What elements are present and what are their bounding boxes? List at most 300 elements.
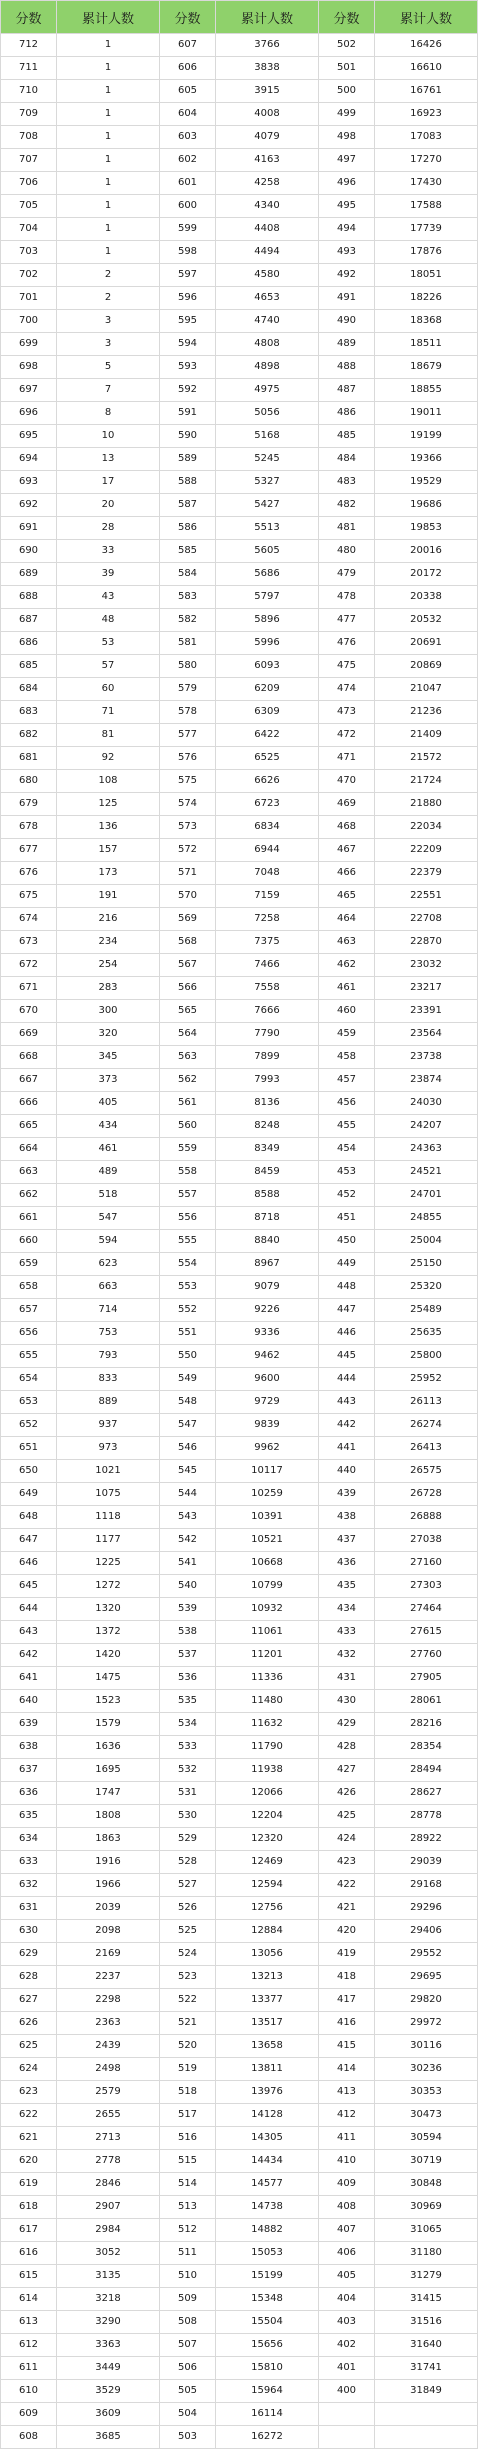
cumulative-count-cell: 4008: [216, 103, 319, 126]
score-cell: 659: [1, 1253, 57, 1276]
score-cell: 606: [160, 57, 216, 80]
score-cell: 546: [160, 1437, 216, 1460]
cumulative-count-cell: 17430: [375, 172, 478, 195]
score-cell: 707: [1, 149, 57, 172]
cumulative-count-cell: 157: [57, 839, 160, 862]
score-cell: 600: [160, 195, 216, 218]
cumulative-count-cell: 518: [57, 1184, 160, 1207]
cumulative-count-cell: 11480: [216, 1690, 319, 1713]
score-cell: 690: [1, 540, 57, 563]
cumulative-count-cell: 13377: [216, 1989, 319, 2012]
cumulative-count-cell: 15964: [216, 2380, 319, 2403]
cumulative-count-cell: 30848: [375, 2173, 478, 2196]
score-cell: 471: [319, 747, 375, 770]
table-row: [1, 1667, 478, 1690]
cumulative-count-cell: 4079: [216, 126, 319, 149]
score-cell: 407: [319, 2219, 375, 2242]
table-row: [1, 2288, 478, 2311]
cumulative-count-cell: 4494: [216, 241, 319, 264]
cumulative-count-cell: 216: [57, 908, 160, 931]
table-row: [1, 977, 478, 1000]
table-row: [1, 1161, 478, 1184]
cumulative-count-cell: 300: [57, 1000, 160, 1023]
table-row: [1, 724, 478, 747]
score-cell: 481: [319, 517, 375, 540]
score-cell: 423: [319, 1851, 375, 1874]
table-row: [1, 1644, 478, 1667]
table-row: [1, 126, 478, 149]
cumulative-count-cell: 4580: [216, 264, 319, 287]
score-cell: 612: [1, 2334, 57, 2357]
score-cell: 429: [319, 1713, 375, 1736]
cumulative-count-cell: 14577: [216, 2173, 319, 2196]
table-row: [1, 1989, 478, 2012]
score-cell: 624: [1, 2058, 57, 2081]
score-cell: 694: [1, 448, 57, 471]
cumulative-count-cell: 1523: [57, 1690, 160, 1713]
cumulative-count-cell: 30719: [375, 2150, 478, 2173]
cumulative-count-cell: 8136: [216, 1092, 319, 1115]
score-cell: 668: [1, 1046, 57, 1069]
table-row: [1, 701, 478, 724]
cumulative-count-cell: 5: [57, 356, 160, 379]
score-cell: 404: [319, 2288, 375, 2311]
header-cumulative-1: 累计人数: [57, 1, 160, 34]
cumulative-count-cell: 594: [57, 1230, 160, 1253]
cumulative-count-cell: 547: [57, 1207, 160, 1230]
cumulative-count-cell: 14434: [216, 2150, 319, 2173]
score-cell: 449: [319, 1253, 375, 1276]
cumulative-count-cell: 13976: [216, 2081, 319, 2104]
cumulative-count-cell: 5427: [216, 494, 319, 517]
score-cell: 514: [160, 2173, 216, 2196]
table-row: [1, 402, 478, 425]
score-cell: 626: [1, 2012, 57, 2035]
table-row: [1, 1943, 478, 1966]
score-cell: 539: [160, 1598, 216, 1621]
cumulative-count-cell: 4408: [216, 218, 319, 241]
score-cell: 508: [160, 2311, 216, 2334]
score-cell: 540: [160, 1575, 216, 1598]
cumulative-count-cell: 17876: [375, 241, 478, 264]
score-cell: 585: [160, 540, 216, 563]
score-cell: 701: [1, 287, 57, 310]
score-cell: 405: [319, 2265, 375, 2288]
cumulative-count-cell: 1747: [57, 1782, 160, 1805]
cumulative-count-cell: 3838: [216, 57, 319, 80]
empty-cell: [319, 2426, 375, 2449]
cumulative-count-cell: 15504: [216, 2311, 319, 2334]
score-cell: 625: [1, 2035, 57, 2058]
cumulative-count-cell: 5513: [216, 517, 319, 540]
table-row: [1, 218, 478, 241]
score-cell: 613: [1, 2311, 57, 2334]
score-cell: 661: [1, 1207, 57, 1230]
cumulative-count-cell: 28: [57, 517, 160, 540]
cumulative-count-cell: 48: [57, 609, 160, 632]
score-cell: 558: [160, 1161, 216, 1184]
cumulative-count-cell: 17: [57, 471, 160, 494]
score-cell: 643: [1, 1621, 57, 1644]
cumulative-count-cell: 7899: [216, 1046, 319, 1069]
score-cell: 697: [1, 379, 57, 402]
score-cell: 596: [160, 287, 216, 310]
cumulative-count-cell: 8967: [216, 1253, 319, 1276]
score-cell: 639: [1, 1713, 57, 1736]
score-cell: 605: [160, 80, 216, 103]
cumulative-count-cell: 24701: [375, 1184, 478, 1207]
cumulative-count-cell: 19529: [375, 471, 478, 494]
score-cell: 452: [319, 1184, 375, 1207]
score-cell: 501: [319, 57, 375, 80]
score-cell: 525: [160, 1920, 216, 1943]
score-cell: 543: [160, 1506, 216, 1529]
score-cell: 671: [1, 977, 57, 1000]
score-cell: 689: [1, 563, 57, 586]
score-cell: 466: [319, 862, 375, 885]
score-cell: 641: [1, 1667, 57, 1690]
table-row: [1, 2150, 478, 2173]
score-cell: 656: [1, 1322, 57, 1345]
cumulative-count-cell: 1372: [57, 1621, 160, 1644]
cumulative-count-cell: 1: [57, 195, 160, 218]
cumulative-count-cell: 29296: [375, 1897, 478, 1920]
cumulative-count-cell: 11201: [216, 1644, 319, 1667]
cumulative-count-cell: 1177: [57, 1529, 160, 1552]
table-row: [1, 1782, 478, 1805]
score-cell: 489: [319, 333, 375, 356]
score-cell: 470: [319, 770, 375, 793]
score-cell: 427: [319, 1759, 375, 1782]
score-cell: 469: [319, 793, 375, 816]
cumulative-count-cell: 21572: [375, 747, 478, 770]
score-cell: 675: [1, 885, 57, 908]
score-cell: 418: [319, 1966, 375, 1989]
cumulative-count-cell: 13517: [216, 2012, 319, 2035]
score-cell: 667: [1, 1069, 57, 1092]
score-cell: 517: [160, 2104, 216, 2127]
score-cell: 581: [160, 632, 216, 655]
score-cell: 528: [160, 1851, 216, 1874]
cumulative-count-cell: 9226: [216, 1299, 319, 1322]
cumulative-count-cell: 10668: [216, 1552, 319, 1575]
cumulative-count-cell: 21880: [375, 793, 478, 816]
cumulative-count-cell: 3685: [57, 2426, 160, 2449]
score-cell: 602: [160, 149, 216, 172]
table-row: [1, 195, 478, 218]
score-cell: 422: [319, 1874, 375, 1897]
score-cell: 463: [319, 931, 375, 954]
score-cell: 598: [160, 241, 216, 264]
score-cell: 542: [160, 1529, 216, 1552]
cumulative-count-cell: 2984: [57, 2219, 160, 2242]
score-cell: 548: [160, 1391, 216, 1414]
cumulative-count-cell: 27905: [375, 1667, 478, 1690]
score-cell: 554: [160, 1253, 216, 1276]
cumulative-count-cell: 1: [57, 80, 160, 103]
score-cell: 518: [160, 2081, 216, 2104]
score-cell: 515: [160, 2150, 216, 2173]
cumulative-count-cell: 26113: [375, 1391, 478, 1414]
score-cell: 496: [319, 172, 375, 195]
table-body: [1, 34, 478, 2449]
score-cell: 532: [160, 1759, 216, 1782]
table-row: [1, 2357, 478, 2380]
score-cell: 465: [319, 885, 375, 908]
cumulative-count-cell: 24521: [375, 1161, 478, 1184]
score-cell: 635: [1, 1805, 57, 1828]
cumulative-count-cell: 5056: [216, 402, 319, 425]
score-cell: 601: [160, 172, 216, 195]
score-cell: 685: [1, 655, 57, 678]
table-row: [1, 931, 478, 954]
cumulative-count-cell: 30116: [375, 2035, 478, 2058]
score-cell: 666: [1, 1092, 57, 1115]
score-cell: 534: [160, 1713, 216, 1736]
score-cell: 627: [1, 1989, 57, 2012]
cumulative-count-cell: 973: [57, 1437, 160, 1460]
score-cell: 654: [1, 1368, 57, 1391]
table-row: [1, 1529, 478, 1552]
score-cell: 642: [1, 1644, 57, 1667]
cumulative-count-cell: 60: [57, 678, 160, 701]
cumulative-count-cell: 1: [57, 172, 160, 195]
cumulative-count-cell: 13658: [216, 2035, 319, 2058]
table-row: [1, 770, 478, 793]
cumulative-count-cell: 2039: [57, 1897, 160, 1920]
cumulative-count-cell: 23217: [375, 977, 478, 1000]
score-cell: 426: [319, 1782, 375, 1805]
cumulative-count-cell: 22209: [375, 839, 478, 862]
score-cell: 710: [1, 80, 57, 103]
score-cell: 587: [160, 494, 216, 517]
cumulative-count-cell: 8718: [216, 1207, 319, 1230]
cumulative-count-cell: 1966: [57, 1874, 160, 1897]
cumulative-count-cell: 4740: [216, 310, 319, 333]
score-cell: 695: [1, 425, 57, 448]
score-cell: 491: [319, 287, 375, 310]
score-cell: 684: [1, 678, 57, 701]
score-cell: 403: [319, 2311, 375, 2334]
score-cell: 699: [1, 333, 57, 356]
cumulative-count-cell: 283: [57, 977, 160, 1000]
score-cell: 520: [160, 2035, 216, 2058]
cumulative-count-cell: 31516: [375, 2311, 478, 2334]
score-cell: 705: [1, 195, 57, 218]
cumulative-count-cell: 16114: [216, 2403, 319, 2426]
cumulative-count-cell: 1579: [57, 1713, 160, 1736]
score-cell: 432: [319, 1644, 375, 1667]
cumulative-count-cell: 345: [57, 1046, 160, 1069]
score-cell: 549: [160, 1368, 216, 1391]
cumulative-count-cell: 5996: [216, 632, 319, 655]
cumulative-count-cell: 19199: [375, 425, 478, 448]
cumulative-count-cell: 10391: [216, 1506, 319, 1529]
score-cell: 435: [319, 1575, 375, 1598]
cumulative-count-cell: 11938: [216, 1759, 319, 1782]
table-row: [1, 1897, 478, 1920]
header-row: [1, 1, 478, 34]
cumulative-count-cell: 6626: [216, 770, 319, 793]
cumulative-count-cell: 22870: [375, 931, 478, 954]
cumulative-count-cell: 8248: [216, 1115, 319, 1138]
cumulative-count-cell: 5168: [216, 425, 319, 448]
score-cell: 663: [1, 1161, 57, 1184]
table-row: [1, 1207, 478, 1230]
cumulative-count-cell: 24855: [375, 1207, 478, 1230]
cumulative-count-cell: 108: [57, 770, 160, 793]
score-cell: 704: [1, 218, 57, 241]
score-cell: 447: [319, 1299, 375, 1322]
table-row: [1, 2058, 478, 2081]
cumulative-count-cell: 2098: [57, 1920, 160, 1943]
cumulative-count-cell: 3: [57, 310, 160, 333]
cumulative-count-cell: 29820: [375, 1989, 478, 2012]
cumulative-count-cell: 5896: [216, 609, 319, 632]
table-row: [1, 2081, 478, 2104]
score-cell: 582: [160, 609, 216, 632]
score-cell: 507: [160, 2334, 216, 2357]
cumulative-count-cell: 25489: [375, 1299, 478, 1322]
cumulative-count-cell: 461: [57, 1138, 160, 1161]
cumulative-count-cell: 30969: [375, 2196, 478, 2219]
score-cell: 648: [1, 1506, 57, 1529]
cumulative-count-cell: 12594: [216, 1874, 319, 1897]
score-cell: 632: [1, 1874, 57, 1897]
table-row: [1, 1322, 478, 1345]
cumulative-count-cell: 31741: [375, 2357, 478, 2380]
cumulative-count-cell: 19853: [375, 517, 478, 540]
score-cell: 711: [1, 57, 57, 80]
table-row: [1, 264, 478, 287]
cumulative-count-cell: 1021: [57, 1460, 160, 1483]
table-row: [1, 908, 478, 931]
score-cell: 446: [319, 1322, 375, 1345]
cumulative-count-cell: 21409: [375, 724, 478, 747]
score-cell: 415: [319, 2035, 375, 2058]
score-cell: 571: [160, 862, 216, 885]
cumulative-count-cell: 1: [57, 34, 160, 57]
score-cell: 614: [1, 2288, 57, 2311]
table-row: [1, 1299, 478, 1322]
table-row: [1, 1460, 478, 1483]
table-row: [1, 1713, 478, 1736]
score-cell: 608: [1, 2426, 57, 2449]
cumulative-count-cell: 6093: [216, 655, 319, 678]
table-row: [1, 586, 478, 609]
cumulative-count-cell: 1916: [57, 1851, 160, 1874]
score-cell: 557: [160, 1184, 216, 1207]
table-row: [1, 2173, 478, 2196]
score-cell: 568: [160, 931, 216, 954]
cumulative-count-cell: 4163: [216, 149, 319, 172]
cumulative-count-cell: 10259: [216, 1483, 319, 1506]
cumulative-count-cell: 1272: [57, 1575, 160, 1598]
cumulative-count-cell: 33: [57, 540, 160, 563]
cumulative-count-cell: 1075: [57, 1483, 160, 1506]
cumulative-count-cell: 3449: [57, 2357, 160, 2380]
table-row: [1, 1828, 478, 1851]
score-cell: 484: [319, 448, 375, 471]
cumulative-count-cell: 15053: [216, 2242, 319, 2265]
score-cell: 618: [1, 2196, 57, 2219]
cumulative-count-cell: 9462: [216, 1345, 319, 1368]
score-cell: 509: [160, 2288, 216, 2311]
cumulative-count-cell: 489: [57, 1161, 160, 1184]
cumulative-count-cell: 9962: [216, 1437, 319, 1460]
cumulative-count-cell: 11336: [216, 1667, 319, 1690]
cumulative-count-cell: 28922: [375, 1828, 478, 1851]
score-cell: 522: [160, 1989, 216, 2012]
cumulative-count-cell: 24207: [375, 1115, 478, 1138]
cumulative-count-cell: 22708: [375, 908, 478, 931]
cumulative-count-cell: 21724: [375, 770, 478, 793]
score-cell: 487: [319, 379, 375, 402]
score-cell: 402: [319, 2334, 375, 2357]
score-cell: 686: [1, 632, 57, 655]
table-row: [1, 1506, 478, 1529]
score-cell: 433: [319, 1621, 375, 1644]
score-cell: 644: [1, 1598, 57, 1621]
score-cell: 526: [160, 1897, 216, 1920]
header-score-3: 分数: [319, 1, 375, 34]
score-cell: 506: [160, 2357, 216, 2380]
score-cell: 552: [160, 1299, 216, 1322]
score-cell: 456: [319, 1092, 375, 1115]
score-cell: 664: [1, 1138, 57, 1161]
score-cell: 436: [319, 1552, 375, 1575]
cumulative-count-cell: 14128: [216, 2104, 319, 2127]
score-cell: 553: [160, 1276, 216, 1299]
score-cell: 516: [160, 2127, 216, 2150]
score-cell: 577: [160, 724, 216, 747]
score-cell: 631: [1, 1897, 57, 1920]
score-cell: 478: [319, 586, 375, 609]
score-cell: 474: [319, 678, 375, 701]
score-cell: 590: [160, 425, 216, 448]
cumulative-count-cell: 793: [57, 1345, 160, 1368]
cumulative-count-cell: 20691: [375, 632, 478, 655]
score-cell: 678: [1, 816, 57, 839]
score-cell: 417: [319, 1989, 375, 2012]
cumulative-count-cell: 4340: [216, 195, 319, 218]
cumulative-count-cell: 3915: [216, 80, 319, 103]
score-cell: 448: [319, 1276, 375, 1299]
score-cell: 438: [319, 1506, 375, 1529]
cumulative-count-cell: 2363: [57, 2012, 160, 2035]
cumulative-count-cell: 1: [57, 149, 160, 172]
score-cell: 523: [160, 1966, 216, 1989]
score-cell: 702: [1, 264, 57, 287]
cumulative-count-cell: 2298: [57, 1989, 160, 2012]
cumulative-count-cell: 18051: [375, 264, 478, 287]
cumulative-count-cell: 15810: [216, 2357, 319, 2380]
cumulative-count-cell: 26274: [375, 1414, 478, 1437]
cumulative-count-cell: 13213: [216, 1966, 319, 1989]
score-cell: 676: [1, 862, 57, 885]
cumulative-count-cell: 7466: [216, 954, 319, 977]
score-cell: 681: [1, 747, 57, 770]
score-cell: 561: [160, 1092, 216, 1115]
score-cell: 574: [160, 793, 216, 816]
score-cell: 495: [319, 195, 375, 218]
table-row: [1, 2219, 478, 2242]
cumulative-count-cell: 9336: [216, 1322, 319, 1345]
score-cell: 486: [319, 402, 375, 425]
score-cell: 479: [319, 563, 375, 586]
cumulative-count-cell: 12469: [216, 1851, 319, 1874]
cumulative-count-cell: 16610: [375, 57, 478, 80]
